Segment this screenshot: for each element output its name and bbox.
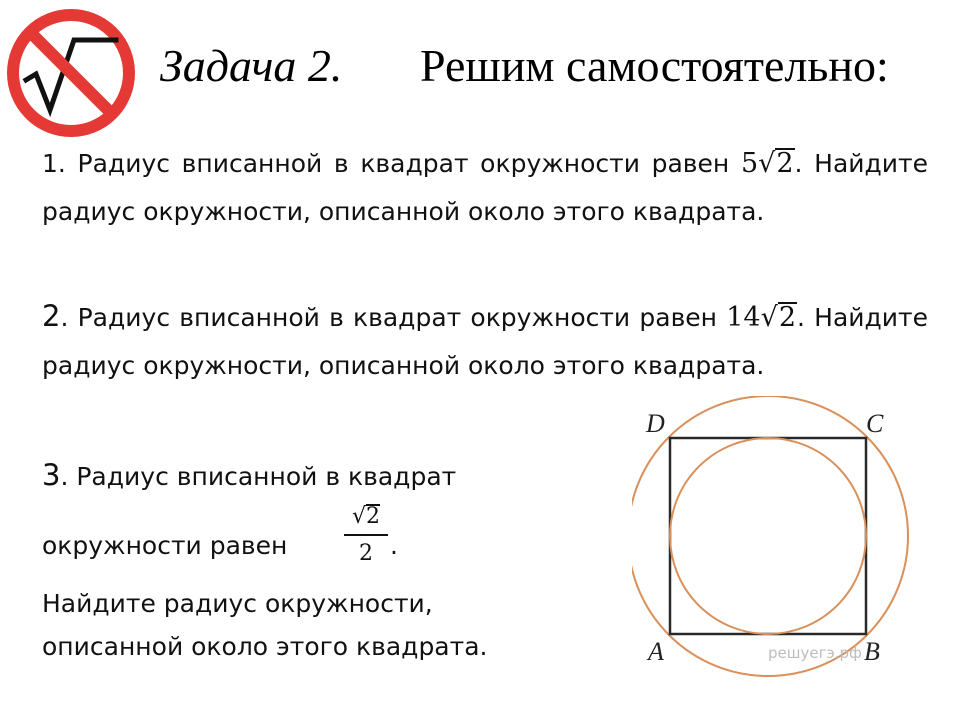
problem-1-text-end: . Найдите радиус окружности, описанной около этого квадрата.: [42, 149, 928, 226]
problem-1-coefficient: 5: [740, 148, 759, 179]
problem-2-radius-value: 14√2: [726, 302, 796, 333]
vertex-label-d: D: [646, 409, 665, 438]
problem-2-radicand: 2: [778, 302, 796, 333]
problem-2-text-start: . Радиус вписанной в квадрат окружности равен: [60, 303, 727, 332]
problem-1-text-start: 1. Радиус вписанной в квадрат окружности равен: [42, 149, 741, 178]
problem-1-radicand: 2: [776, 148, 794, 179]
problem-2-text-end: . Найдите радиус окружности, описанной около этого квадрата.: [42, 303, 928, 380]
problem-3-line-3: Найдите радиус окружности,: [42, 589, 433, 618]
square-circles-figure: [632, 396, 938, 686]
inscribed-circle: [670, 438, 866, 634]
problem-2-coefficient: 14: [726, 302, 761, 333]
watermark: решуегэ.рф: [768, 644, 862, 662]
problem-3-period: .: [390, 531, 398, 560]
problem-3-number: 3: [42, 458, 61, 492]
no-square-root-logo: [4, 6, 138, 140]
problem-3-line-1: [42, 451, 456, 501]
page-title: Решим самостоятельно:: [420, 40, 889, 91]
problem-1-radius-value: 5√2: [740, 148, 794, 179]
problem-2-number: 2: [42, 299, 61, 333]
vertex-label-a: A: [648, 637, 664, 666]
fraction-denominator: 2: [359, 541, 373, 566]
problem-3-line-1-text: . Радиус вписанной в квадрат: [60, 462, 457, 491]
vertex-label-c: C: [866, 409, 884, 438]
problem-3-line-2: окружности равен: [42, 531, 288, 560]
fraction-numerator: √2: [344, 500, 388, 536]
fraction-numerator-radicand: 2: [366, 504, 381, 529]
problem-3-fraction: [344, 500, 388, 572]
problem-1: [42, 140, 928, 236]
problem-3-line-4: описанной около этого квадрата.: [42, 632, 488, 661]
vertex-label-b: B: [864, 637, 880, 666]
task-number-heading: Задача 2.: [160, 40, 343, 91]
problem-2: [42, 292, 928, 390]
